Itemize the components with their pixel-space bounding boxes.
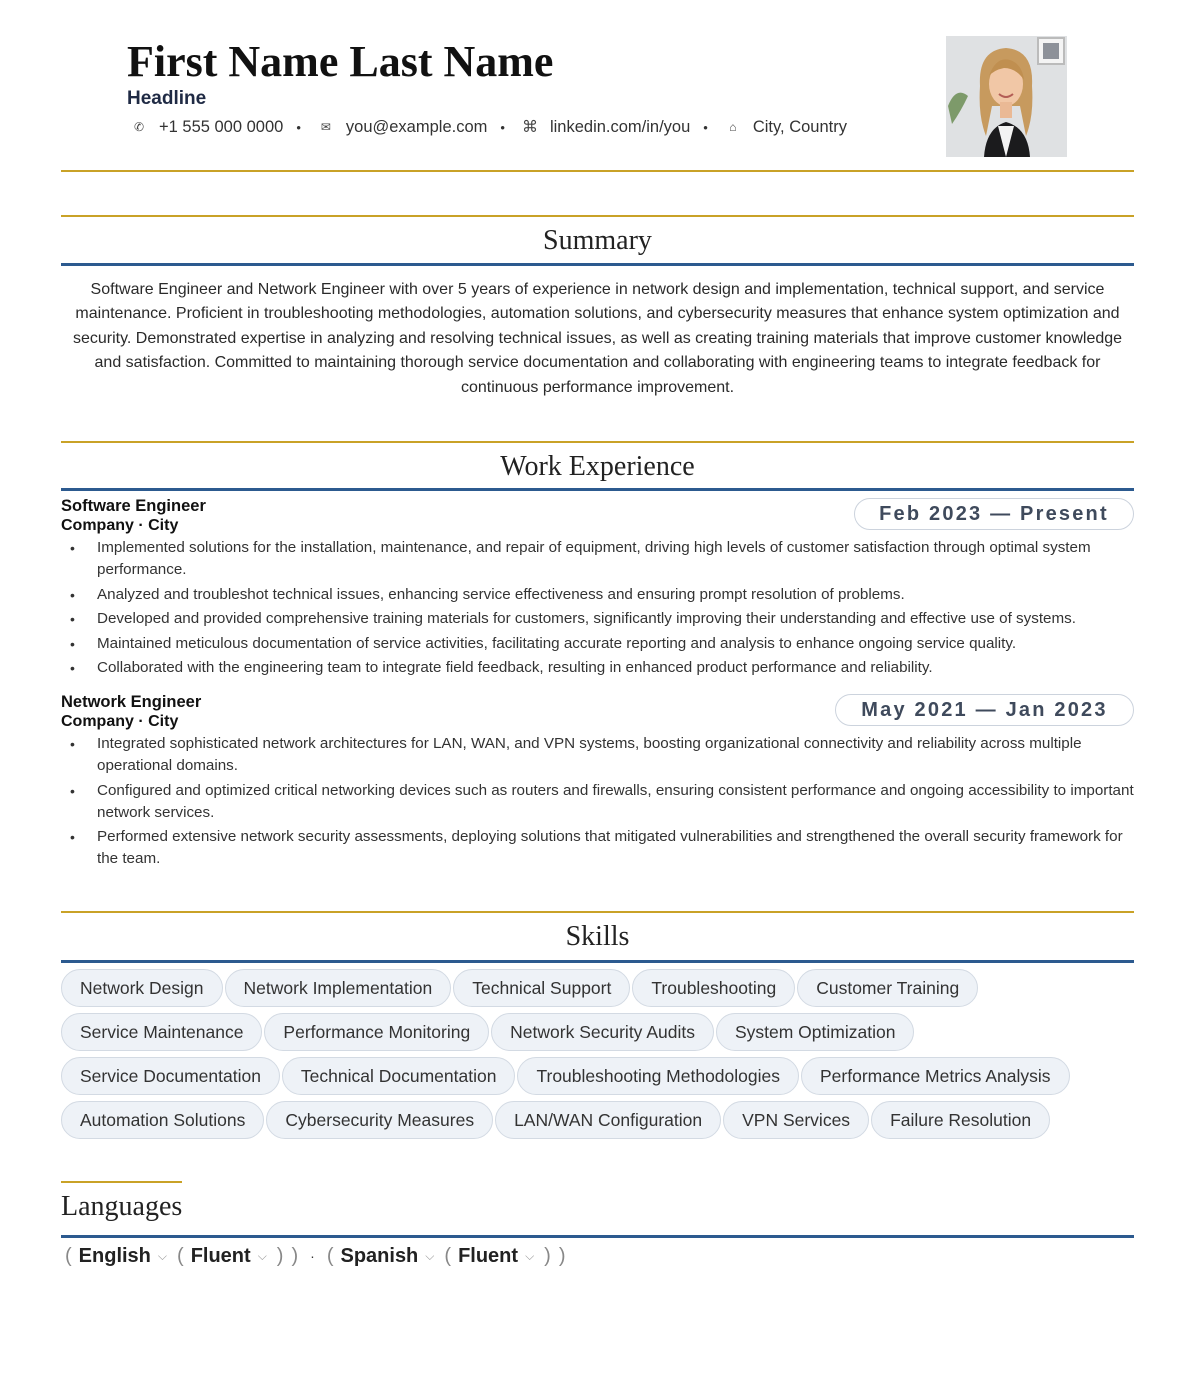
languages-heading: Languages — [61, 1191, 183, 1222]
language-select[interactable]: English — [78, 1244, 151, 1267]
paren-close: ) — [558, 1244, 566, 1267]
paren-close: ) — [544, 1244, 551, 1267]
summary-top-rule — [61, 215, 1134, 217]
header-divider — [61, 170, 1134, 172]
skill-chip: VPN Services — [723, 1101, 869, 1139]
skill-chip: Network Design — [61, 969, 223, 1007]
skill-chip: LAN/WAN Configuration — [495, 1101, 721, 1139]
paren-open: ( — [65, 1244, 72, 1267]
language-separator: · — [310, 1248, 315, 1264]
skill-chip: Technical Documentation — [282, 1057, 516, 1095]
skill-chip: Service Maintenance — [61, 1013, 262, 1051]
location-text: City, Country — [752, 117, 847, 136]
job-bullets — [61, 537, 1136, 682]
chevron-down-icon[interactable]: ⌵ — [425, 1248, 435, 1263]
skill-chip: Network Security Audits — [491, 1013, 714, 1051]
job-bullets — [61, 733, 1136, 873]
job-company: Company · City — [61, 713, 179, 730]
skill-row — [61, 1013, 1141, 1051]
skill-chip: Failure Resolution — [871, 1101, 1050, 1139]
summary-heading: Summary — [543, 225, 652, 256]
link-icon: ⌘ — [521, 119, 538, 136]
contact-email[interactable] — [314, 118, 487, 137]
level-select[interactable]: Fluent — [458, 1244, 519, 1267]
job-bullet: • Implemented solutions for the installation, maintenance, and repair of equipment, driving high levels of customer satisfaction through optimal system performance. — [61, 537, 1136, 581]
job-bullet: • Configured and optimized critical networking devices such as routers and firewalls, ensuring consistent performance and ongoing accessibility to important network services. — [61, 780, 1136, 824]
phone-icon: ✆ — [133, 120, 145, 134]
job-bullet: • Maintained meticulous documentation of service activities, facilitating accurate reporting and analysis to enhance ongoing service quality. — [61, 633, 1136, 655]
chevron-down-icon[interactable]: ⌵ — [157, 1248, 168, 1263]
skill-chip: Cybersecurity Measures — [266, 1101, 493, 1139]
job-title: Network Engineer — [61, 693, 202, 711]
skills-heading: Skills — [565, 921, 630, 952]
job-company: Company · City — [61, 517, 179, 534]
contact-separator: • — [703, 119, 708, 135]
language-select[interactable]: Spanish — [340, 1244, 419, 1267]
contact-separator: • — [296, 119, 301, 135]
languages-top-rule — [61, 1181, 182, 1183]
paren-open: ( — [444, 1244, 452, 1267]
skill-row — [61, 969, 1141, 1007]
experience-top-rule — [61, 441, 1134, 443]
skills-bottom-rule — [61, 960, 1134, 963]
paren-close: ) — [276, 1244, 284, 1267]
skill-row — [61, 1101, 1141, 1139]
skill-chip: Troubleshooting Methodologies — [517, 1057, 799, 1095]
skill-chip: Performance Monitoring — [264, 1013, 489, 1051]
contact-phone[interactable] — [127, 118, 283, 137]
skill-chip: Customer Training — [797, 969, 978, 1007]
skills-top-rule — [61, 911, 1134, 913]
job-date-range: May 2021 — Jan 2023 — [835, 694, 1134, 726]
languages-line — [61, 1242, 570, 1270]
skill-chip: Performance Metrics Analysis — [801, 1057, 1070, 1095]
skill-chip: System Optimization — [716, 1013, 914, 1051]
job-bullet: • Analyzed and troubleshot technical issues, enhancing service effectiveness and ensuring prompt resolution of problems. — [61, 584, 1136, 606]
summary-bottom-rule — [61, 263, 1134, 266]
mail-icon: ✉ — [320, 120, 331, 134]
job-bullet: • Collaborated with the engineering team to integrate field feedback, resulting in enhanced product performance and reliability. — [61, 657, 1136, 679]
job-title: Software Engineer — [61, 497, 206, 515]
skill-chip: Service Documentation — [61, 1057, 280, 1095]
contact-separator: • — [500, 119, 505, 135]
contact-linkedin[interactable] — [518, 117, 690, 137]
experience-bottom-rule — [61, 488, 1134, 491]
skill-row — [61, 1057, 1141, 1095]
paren-close: ) — [291, 1244, 299, 1267]
level-select[interactable]: Fluent — [190, 1244, 251, 1267]
paren-open: ( — [177, 1244, 184, 1267]
summary-text: Software Engineer and Network Engineer with over 5 years of experience in network design and implementation, technical support, and service maintenance. Proficient in troubleshooting methodologies, automation solutions, and cybersecurity measures that enhance system optimization and security. Demonstrated expertise in analyzing and resolving technical issues, as well as creating training materials that improve customer knowledge and satisfaction. Committed to maintaining thorough service documentation and collaborating with engineering teams to integrate feedback for continuous performance improvement. — [72, 281, 1123, 396]
paren-open: ( — [326, 1244, 334, 1267]
experience-heading: Work Experience — [500, 451, 695, 482]
contact-location — [721, 118, 847, 137]
chevron-down-icon[interactable]: ⌵ — [525, 1248, 535, 1263]
headline: Headline — [127, 88, 207, 109]
email-text: you@example.com — [345, 117, 488, 136]
skill-chip: Network Implementation — [225, 969, 452, 1007]
languages-bottom-rule — [61, 1235, 1134, 1238]
linkedin-text: linkedin.com/in/you — [549, 117, 691, 136]
skill-chip: Troubleshooting — [632, 969, 795, 1007]
skill-chip: Technical Support — [453, 969, 630, 1007]
job-bullet: • Performed extensive network security assessments, deploying solutions that mitigated vulnerabilities and strengthened the overall security framework for the team. — [61, 826, 1136, 870]
contact-line — [127, 116, 847, 138]
skill-chip: Automation Solutions — [61, 1101, 264, 1139]
phone-text: +1 555 000 0000 — [159, 117, 284, 136]
chevron-down-icon[interactable]: ⌵ — [257, 1248, 267, 1263]
skills-list — [61, 969, 1141, 1145]
job-bullet: • Integrated sophisticated network architectures for LAN, WAN, and VPN systems, boosting organizational connectivity and reliability across multiple operational domains. — [61, 733, 1136, 777]
home-icon: ⌂ — [729, 120, 737, 134]
profile-photo — [946, 36, 1067, 157]
job-date-range: Feb 2023 — Present — [854, 498, 1134, 530]
job-bullet: • Developed and provided comprehensive training materials for customers, significantly improving their understanding and effective use of systems. — [61, 608, 1136, 630]
full-name: First Name Last Name — [127, 37, 554, 86]
